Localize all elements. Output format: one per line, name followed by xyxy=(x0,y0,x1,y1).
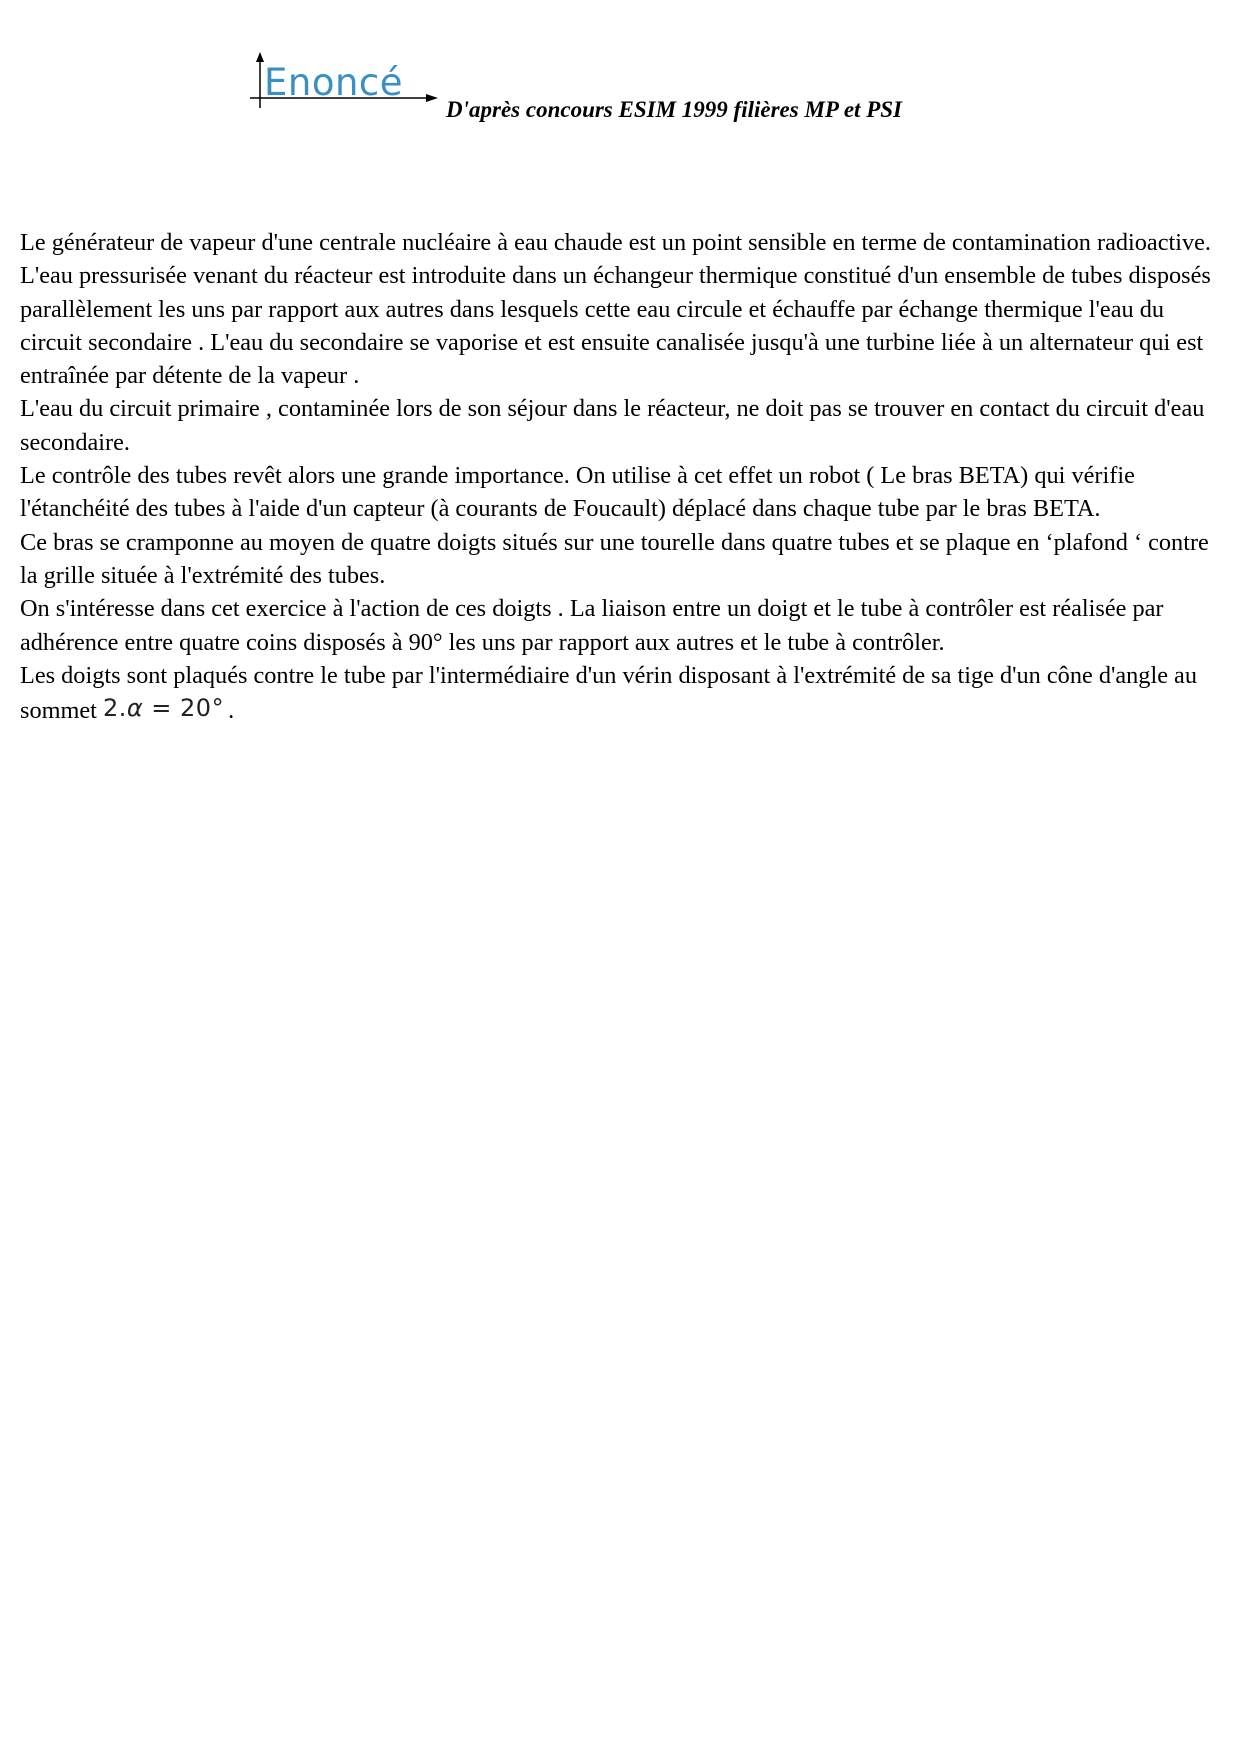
paragraph-2: L'eau du circuit primaire , contaminée lors de son séjour dans le réacteur, ne doit pas se trouver en contact du circuit d'eau secondaire. xyxy=(20,395,1205,456)
document-subtitle: D'après concours ESIM 1999 filières MP et PSI xyxy=(446,97,902,122)
final-period: . xyxy=(228,697,235,725)
cone-angle-formula xyxy=(103,692,224,725)
formula-suffix: = 20° xyxy=(143,694,225,723)
paragraph-5: On s'intéresse dans cet exercice à l'action de ces doigts . La liaison entre un doigt et le tube à contrôler est réalisée par adhérence entre quatre coins disposés à 90° les uns par rapport aux autres et le tube à contrôler. xyxy=(20,595,1164,656)
paragraph-6 xyxy=(20,659,1230,728)
exercise-statement xyxy=(20,226,1230,727)
paragraph-6-text: Les doigts sont plaqués contre le tube par l'intermédiaire d'un vérin disposant à l'extrémité de sa tige d'un cône d'angle au sommet xyxy=(20,661,1197,725)
logo-text: Enoncé xyxy=(264,61,404,104)
paragraph-1: Le générateur de vapeur d'une centrale nucléaire à eau chaude est un point sensible en terme de contamination radioactive. L'eau pressurisée venant du réacteur est introduite dans un échangeur thermique constitué d'un ensemble de tubes disposés parallèlement les uns par rapport aux autres dans lesquels cette eau circule et échauffe par échange thermique l'eau du circuit secondaire . L'eau du secondaire se vaporise et est ensuite canalisée jusqu'à une turbine liée à un alternateur qui est entraînée par détente de la vapeur . xyxy=(20,229,1211,390)
alpha-symbol: α xyxy=(126,694,144,723)
paragraph-3: Le contrôle des tubes revêt alors une grande importance. On utilise à cet effet un robot ( Le bras BETA) qui vérifie l'étanchéité des tubes à l'aide d'un capteur (à courants de Foucault) déplacé dans chaque tube par le bras BETA. xyxy=(20,462,1135,523)
enonce-logo xyxy=(250,52,440,118)
page-header xyxy=(250,52,1010,122)
formula-prefix: 2. xyxy=(102,694,127,723)
paragraph-4: Ce bras se cramponne au moyen de quatre doigts situés sur une tourelle dans quatre tubes et se plaque en ‘plafond ‘ contre la grille située à l'extrémité des tubes. xyxy=(20,528,1209,589)
